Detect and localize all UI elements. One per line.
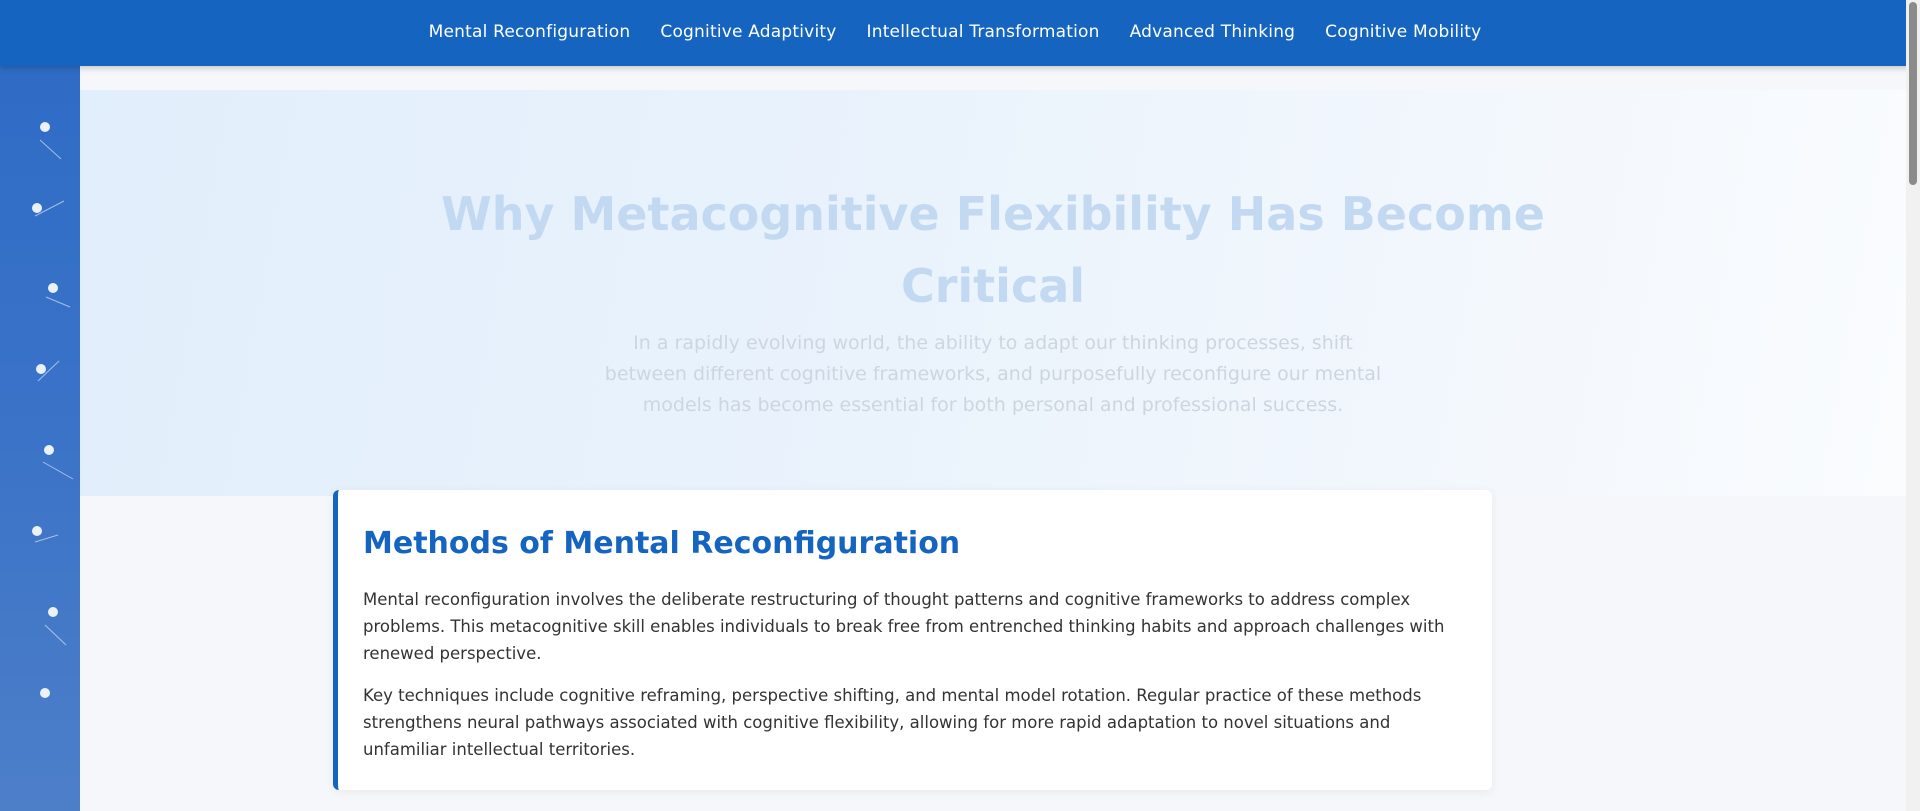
sidebar-line — [45, 625, 66, 645]
section-paragraph-2: Key techniques include cognitive reframing, perspective shifting, and mental model rotation. Regular practice of these methods strengthens neural pathways associated with cognitive flexibility, allowing for more rapid adaptation to novel situations and unfamiliar intellectual territories. — [363, 686, 1422, 759]
nav-list — [0, 0, 1920, 64]
nav-link-cognitive-adaptivity[interactable]: Cognitive Adaptivity — [660, 22, 837, 42]
sidebar-dot — [32, 526, 42, 536]
nav-item-cognitive-mobility — [1325, 22, 1481, 42]
nav-item-intellectual-transformation — [867, 22, 1100, 42]
hero-section — [80, 90, 1906, 496]
sidebar-dot — [40, 688, 50, 698]
nav-link-advanced-thinking[interactable]: Advanced Thinking — [1129, 22, 1296, 42]
sidebar-dot — [48, 607, 58, 617]
sidebar-dot — [40, 122, 50, 132]
sidebar-dot — [32, 203, 42, 213]
sidebar-line — [35, 535, 58, 542]
nav-link-intellectual-transformation[interactable]: Intellectual Transformation — [866, 22, 1100, 42]
top-navigation — [0, 0, 1920, 66]
nav-item-cognitive-adaptivity — [660, 22, 836, 42]
sidebar-dot — [44, 445, 54, 455]
decorative-sidebar — [0, 66, 80, 811]
nav-item-advanced-thinking — [1130, 22, 1296, 42]
sidebar-line — [43, 462, 73, 479]
nav-item-mental-reconfiguration — [429, 22, 631, 42]
sidebar-line — [46, 297, 70, 307]
vertical-scrollbar[interactable] — [1906, 0, 1920, 811]
hero-title: Why Metacognitive Flexibility Has Become Critical — [441, 187, 1545, 313]
nav-link-mental-reconfiguration[interactable]: Mental Reconfiguration — [428, 22, 631, 42]
nav-link-cognitive-mobility[interactable]: Cognitive Mobility — [1325, 22, 1482, 42]
section-heading: Methods of Mental Reconfiguration — [363, 526, 961, 561]
sidebar-dot — [48, 283, 58, 293]
sidebar-dot — [36, 364, 46, 374]
content-card — [333, 490, 1492, 790]
section-paragraph-1: Mental reconfiguration involves the deliberate restructuring of thought patterns and cognitive frameworks to address complex problems. This metacognitive skill enables individuals to break free from entrenched thinking habits and approach challenges with renewed perspective. — [363, 590, 1445, 663]
sidebar-line — [40, 140, 61, 159]
hero-subtitle: In a rapidly evolving world, the ability to adapt our thinking processes, shift between different cognitive frameworks, and purposefully reconfigure our mental models has become essential for both personal and professional success. — [604, 332, 1382, 416]
sidebar-network-graphic — [0, 66, 80, 811]
scrollbar-thumb[interactable] — [1909, 2, 1917, 185]
